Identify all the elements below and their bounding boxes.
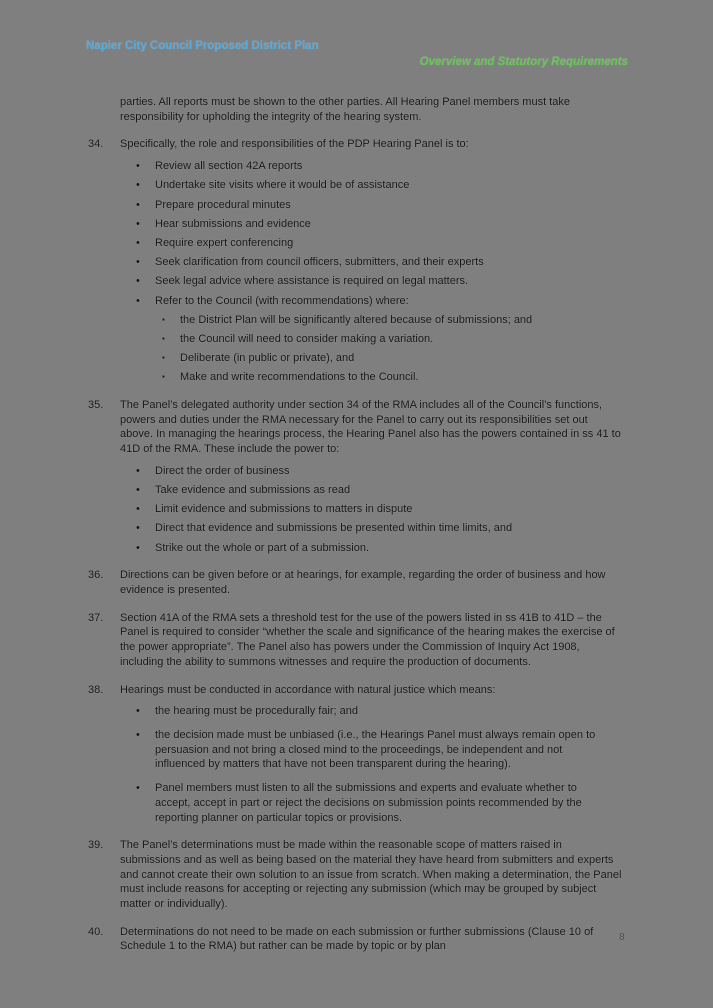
paragraph-text: Specifically, the role and responsibilities of the PDP Hearing Panel is to: <box>120 138 469 151</box>
bullet-item <box>135 294 615 386</box>
bullet-item: • the decision made must be unbiased (i.e., the Hearings Panel must always remain open to persuasion and not bring a closed mind to the proceedings, be independent and not influenced by matters that have not been transparent during the hearing). <box>135 728 615 772</box>
bullet-item: • Limit evidence and submissions to matters in dispute <box>135 502 615 517</box>
paragraph-number: 40. <box>88 925 104 938</box>
numbered-paragraph-34 <box>88 137 622 152</box>
bullet-item: • Prepare procedural minutes <box>135 198 615 213</box>
bullet-item: • Seek legal advice where assistance is required on legal matters. <box>135 274 615 289</box>
bullet-item: • Strike out the whole or part of a submission. <box>135 541 615 556</box>
bullet-item: • Review all section 42A reports <box>135 159 615 174</box>
sub-bullet-item: ▪ the District Plan will be significantly altered because of submissions; and <box>162 313 615 328</box>
paragraph-number: 36. <box>88 569 104 582</box>
paragraph-text: Directions can be given before or at hearings, for example, regarding the order of business and how evidence is presented. <box>120 569 606 597</box>
paragraph-text: Hearings must be conducted in accordance with natural justice which means: <box>120 683 496 696</box>
paragraph-continuation: parties. All reports must be shown to the other parties. All Hearing Panel members must take responsibility for upholding the integrity of the hearing system. <box>120 96 570 123</box>
numbered-paragraph-36 <box>88 568 622 597</box>
sub-bullet-item: ▪ Deliberate (in public or private), and <box>162 351 615 366</box>
sub-bullet-list-34 <box>162 313 615 385</box>
numbered-paragraph-37 <box>88 611 622 670</box>
sub-bullet-item: ▪ Make and write recommendations to the Council. <box>162 370 615 385</box>
numbered-paragraph-40 <box>88 925 622 954</box>
page-number: 8 <box>619 932 625 943</box>
paragraph-number: 38. <box>88 683 104 696</box>
paragraph-text: Determinations do not need to be made on each submission or further submissions (Clause 10 of Schedule 1 to the RMA) but rather can be made by topic or by plan <box>120 925 594 953</box>
bullet-item: • Undertake site visits where it would be of assistance <box>135 178 615 193</box>
bullet-item: • Panel members must listen to all the submissions and experts and evaluate whether to accept, accept in part or reject the decisions on submission points recommended by the reporting planner on particular topics or provisions. <box>135 781 615 825</box>
bullet-item: • Direct that evidence and submissions be presented within time limits, and <box>135 521 615 536</box>
numbered-paragraph-35 <box>88 398 622 457</box>
bullet-item: • the hearing must be procedurally fair; and <box>135 704 615 719</box>
bullet-item: • Take evidence and submissions as read <box>135 483 615 498</box>
section-title: Overview and Statutory Requirements <box>419 56 628 68</box>
paragraph-text: The Panel’s determinations must be made within the reasonable scope of matters raised in submissions and as well as being based on the material they have heard from submitters and experts and cannot create their own solution to an issue from scratch. When making a determination, the Panel must include reasons for accepting or rejecting any submission (which may be grouped by subject matter or individually). <box>120 839 622 911</box>
numbered-paragraph-39 <box>88 838 622 912</box>
page-content <box>88 95 622 967</box>
bullet-item: • Hear submissions and evidence <box>135 217 615 232</box>
bullet-item-label: Refer to the Council (with recommendations) where: <box>155 294 409 307</box>
paragraph-text: The Panel’s delegated authority under section 34 of the RMA includes all of the Council’s functions, powers and duties under the RMA necessary for the Panel to carry out its responsibilities set out above. In managing the hearings process, the Hearing Panel also has the powers contained in ss 41 to 41D of the RMA. These include the power to: <box>120 399 621 456</box>
sub-bullet-item: ▪ the Council will need to consider making a variation. <box>162 332 615 347</box>
paragraph-number: 35. <box>88 399 104 412</box>
bullet-item: • Direct the order of business <box>135 464 615 479</box>
paragraph-number: 39. <box>88 839 104 852</box>
paragraph-number: 37. <box>88 611 104 624</box>
bullet-item: • Seek clarification from council officers, submitters, and their experts <box>135 255 615 270</box>
document-title: Napier City Council Proposed District Plan <box>86 40 319 52</box>
paragraph-text: Section 41A of the RMA sets a threshold test for the use of the powers listed in ss 41B to 41D – the Panel is required to consider “whether the scale and significance of the hearing makes the exercise of the power appropriate”. The Panel also has powers under the Commission of Inquiry Act 1908, including the ability to summons witnesses and require the production of documents. <box>120 611 615 668</box>
numbered-paragraph-38 <box>88 683 622 698</box>
bullet-list-38 <box>135 704 615 825</box>
bullet-list-34 <box>135 159 615 385</box>
paragraph-number: 34. <box>88 138 104 151</box>
bullet-item: • Require expert conferencing <box>135 236 615 251</box>
bullet-list-35 <box>135 464 615 556</box>
